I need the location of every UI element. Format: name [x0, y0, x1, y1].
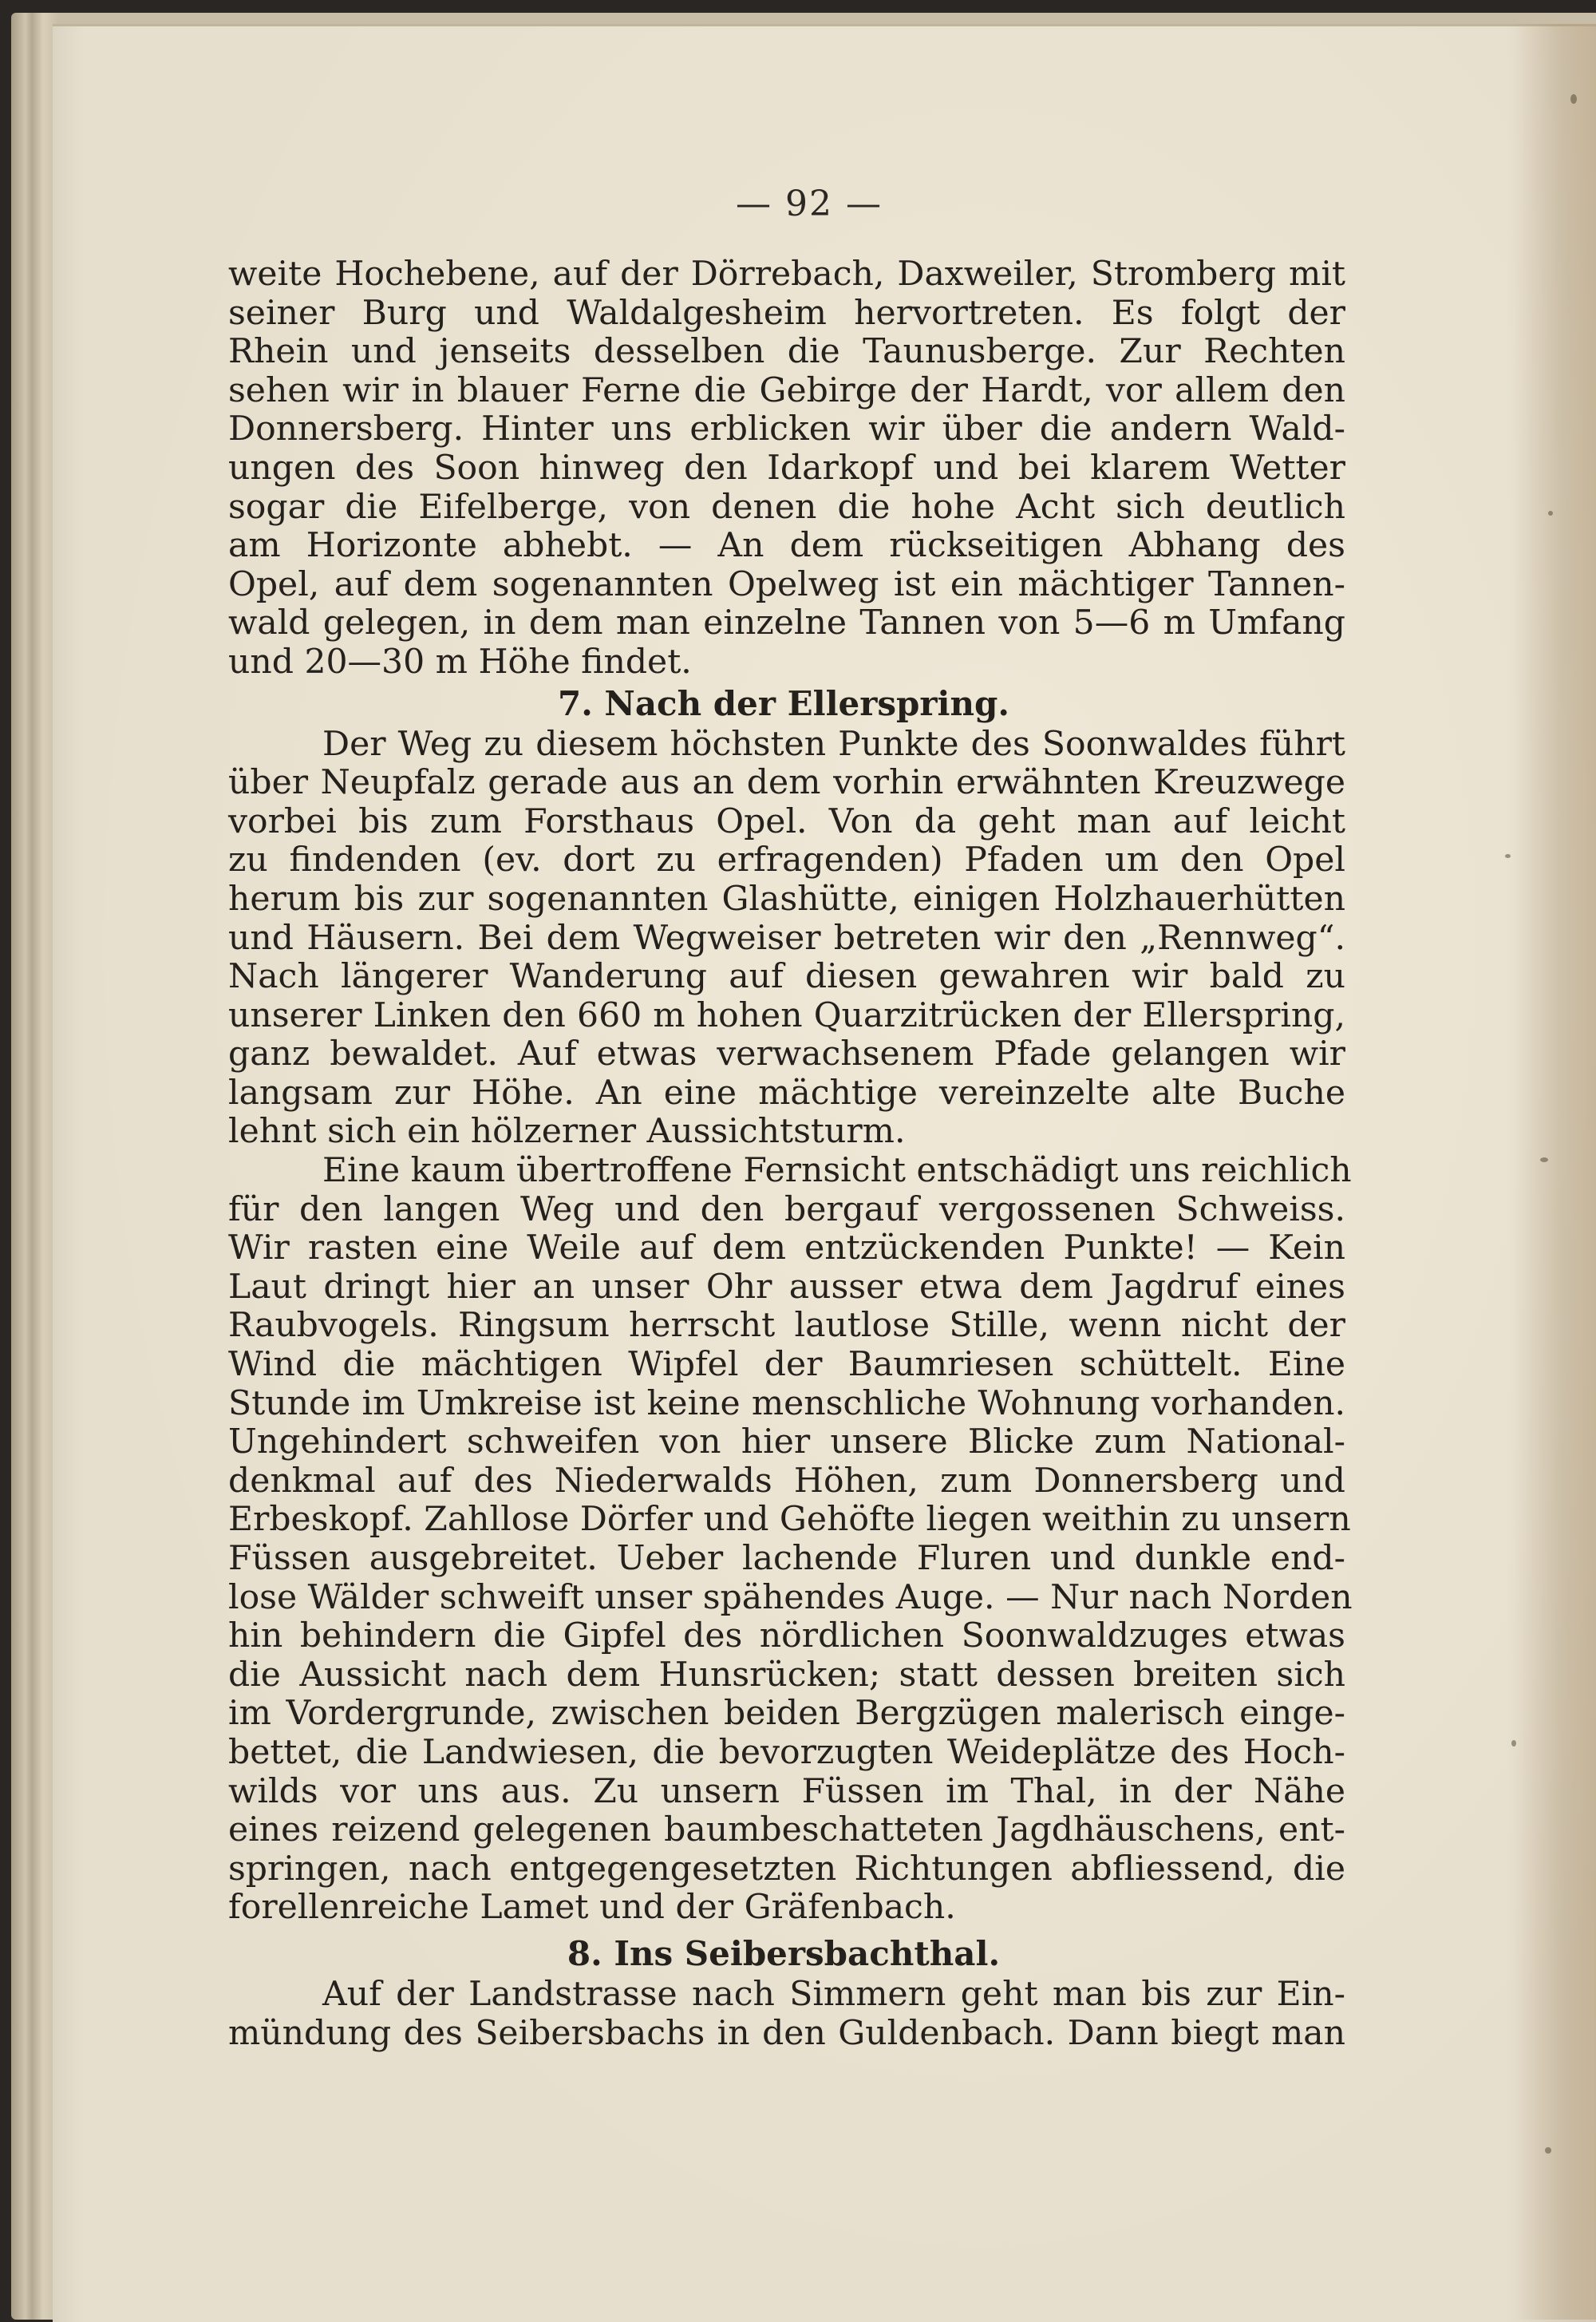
text-line: wald gelegen, in dem man einzelne Tannen von 5—6 m Umfang: [228, 603, 1345, 643]
text-line: unserer Linken den 660 m hohen Quarzitrücken der Ellerspring,: [228, 995, 1345, 1035]
text-line: Erbeskopf. Zahllose Dörfer und Gehöfte liegen weithin zu unsern: [228, 1500, 1351, 1540]
text-line: Füssen ausgebreitet. Ueber lachende Fluren und dunkle end-: [228, 1539, 1345, 1578]
text-line: ungen des Soon hinweg den Idarkopf und bei klarem Wetter: [228, 448, 1345, 488]
text-line: und Häusern. Bei dem Wegweiser betreten wir den „Rennweg“.: [228, 918, 1345, 958]
text-line: Auf der Landstrasse nach Simmern geht man bis zur Ein-: [322, 1974, 1345, 2014]
text-line: Wind die mächtigen Wipfel der Baumriesen schüttelt. Eine: [228, 1345, 1345, 1385]
text-line: ganz bewaldet. Auf etwas verwachsenem Pfade gelangen wir: [228, 1034, 1345, 1074]
paragraph: [228, 1151, 1353, 1928]
paper-speck: [1548, 511, 1553, 516]
text-line: hin behindern die Gipfel des nördlichen Soonwaldzuges etwas: [228, 1616, 1345, 1656]
text-line: am Horizonte abhebt. — An dem rückseitigen Abhang des: [228, 526, 1345, 566]
text-line: vorbei bis zum Forsthaus Opel. Von da geht man auf leicht: [228, 801, 1345, 841]
text-line: sehen wir in blauer Ferne die Gebirge der Hardt, vor allem den: [228, 370, 1345, 410]
text-line: mündung des Seibersbachs in den Guldenbach. Dann biegt man: [228, 2013, 1345, 2053]
text-line: Raubvogels. Ringsum herrscht lautlose Stille, wenn nicht der: [228, 1306, 1345, 1346]
paragraph: [228, 1976, 1345, 2053]
paper-speck: [1545, 2147, 1551, 2154]
text-line: Nach längerer Wanderung auf diesen gewahren wir bald zu: [228, 957, 1345, 997]
text-line: eines reizend gelegenen baumbeschatteten Jagdhäuschens, ent-: [228, 1810, 1345, 1850]
page-gutter-shadow: [1513, 24, 1596, 2320]
text-line: Laut dringt hier an unser Ohr ausser etwa dem Jagdruf eines: [228, 1267, 1345, 1307]
paper-speck: [1511, 1740, 1516, 1746]
text-line: bettet, die Landwiesen, die bevorzugten Weideplätze des Hoch-: [228, 1732, 1345, 1772]
text-line: Der Weg zu diesem höchsten Punkte des Soonwaldes führt: [322, 724, 1345, 764]
text-line: Ungehindert schweifen von hier unsere Blicke zum National-: [228, 1422, 1345, 1462]
text-line: sogar die Eifelberge, von denen die hohe Acht sich deutlich: [228, 487, 1345, 527]
text-line: für den langen Weg und den bergauf vergossenen Schweiss.: [228, 1189, 1345, 1229]
page-number: — 92 —: [736, 184, 883, 224]
paper-speck: [1570, 94, 1577, 104]
text-line: forellenreiche Lamet und der Gräfenbach.: [228, 1888, 956, 1928]
text-line: Opel, auf dem sogenannten Opelweg ist ein mächtiger Tannen-: [228, 564, 1345, 604]
paragraph: [228, 726, 1345, 1153]
paper-speck: [1540, 1157, 1548, 1162]
text-line: lose Wälder schweift unser spähendes Auge. — Nur nach Norden: [228, 1577, 1353, 1617]
text-line: im Vordergrunde, zwischen beiden Bergzügen malerisch einge-: [228, 1694, 1345, 1734]
text-line: herum bis zur sogenannten Glashütte, einigen Holzhauerhütten: [228, 879, 1345, 919]
text-line: zu findenden (ev. dort zu erfragenden) Pfaden um den Opel: [228, 841, 1345, 880]
body-text: [228, 255, 1353, 2053]
text-line: lehnt sich ein hölzerner Aussichtsturm.: [228, 1112, 906, 1152]
text-line: weite Hochebene, auf der Dörrebach, Daxweiler, Stromberg mit: [228, 255, 1345, 294]
paper-speck: [1505, 854, 1511, 858]
text-line: Rhein und jenseits desselben die Taunusberge. Zur Rechten: [228, 332, 1345, 372]
paragraph: [228, 255, 1345, 682]
text-line: Stunde im Umkreise ist keine menschliche Wohnung vorhanden.: [228, 1383, 1345, 1423]
text-line: langsam zur Höhe. An eine mächtige vereinzelte alte Buche: [228, 1073, 1345, 1113]
text-line: und 20—30 m Höhe findet.: [228, 642, 692, 682]
text-line: springen, nach entgegengesetzten Richtungen abfliessend, die: [228, 1849, 1345, 1889]
text-line: die Aussicht nach dem Hunsrücken; statt dessen breiten sich: [228, 1655, 1345, 1695]
section-heading: 7. Nach der Ellerspring.: [557, 683, 1010, 723]
text-line: Eine kaum übertroffene Fernsicht entschädigt uns reichlich: [322, 1151, 1352, 1191]
text-line: seiner Burg und Waldalgesheim hervortreten. Es folgt der: [228, 293, 1345, 333]
section-heading: 8. Ins Seibersbachthal.: [567, 1933, 1001, 1973]
text-line: Donnersberg. Hinter uns erblicken wir über die andern Wald-: [228, 409, 1345, 449]
text-line: denkmal auf des Niederwalds Höhen, zum Donnersberg und: [228, 1461, 1345, 1501]
text-line: über Neupfalz gerade aus an dem vorhin erwähnten Kreuzwege: [228, 763, 1345, 803]
text-line: wilds vor uns aus. Zu unsern Füssen im Thal, in der Nähe: [228, 1771, 1345, 1811]
text-line: Wir rasten eine Weile auf dem entzückenden Punkte! — Kein: [228, 1228, 1345, 1268]
